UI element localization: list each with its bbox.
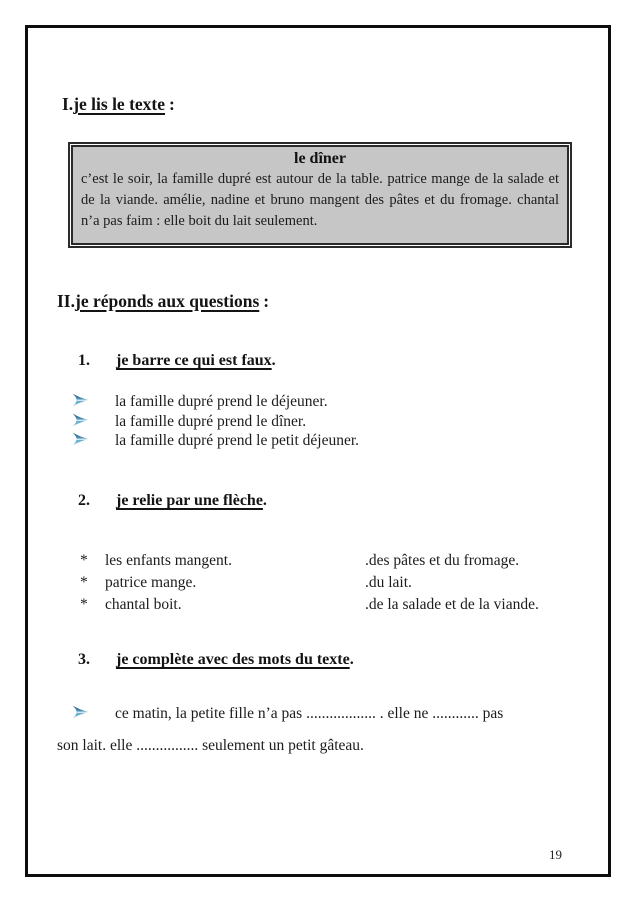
match-row [80, 550, 539, 572]
question-1-period: . [271, 352, 276, 369]
worksheet-page [25, 25, 611, 877]
question-3-label: je complète avec des mots du texte [116, 651, 350, 668]
section-read-colon: : [169, 94, 175, 114]
question-2-title [78, 492, 267, 510]
question-1-label: je barre ce qui est faux [116, 352, 272, 369]
question-2-period: . [262, 492, 267, 509]
arrow-bullet-icon [72, 413, 90, 427]
question-3-number: 3. [78, 651, 90, 668]
question-2-number: 2. [78, 492, 90, 509]
fill-line-text: son lait. elle ................ seulement un petit gâteau. [57, 737, 364, 754]
arrow-bullet-icon [72, 432, 90, 446]
question-2-label: je relie par une flèche [116, 492, 263, 509]
arrow-bullet-icon [72, 393, 90, 407]
section-questions-colon: : [263, 291, 270, 311]
list-item-text: la famille dupré prend le dîner. [115, 412, 307, 430]
list-item [72, 392, 359, 412]
arrow-bullet-icon [72, 705, 90, 719]
section-questions-title: je réponds aux questions [75, 291, 260, 311]
list-item [72, 431, 359, 451]
match-left-text: patrice mange. [105, 574, 197, 591]
fill-line-text: ce matin, la petite fille n’a pas .................. . elle ne ............ pas [115, 705, 504, 722]
reading-box [68, 142, 572, 248]
section-questions-heading [57, 291, 269, 312]
section-read-numeral: I. [62, 94, 74, 114]
question-2-matching [80, 550, 539, 616]
question-1-number: 1. [78, 352, 90, 369]
question-3-title [78, 651, 354, 669]
match-right-text: .de la salade et de la viande. [365, 596, 539, 613]
reading-box-title: le dîner [294, 150, 346, 167]
fill-line [57, 704, 597, 724]
match-right-text: .du lait. [365, 574, 412, 591]
page-number: 19 [549, 847, 562, 862]
star-bullet: * [80, 596, 88, 613]
section-read-title: je lis le texte [73, 94, 166, 114]
question-1-items [72, 392, 359, 451]
match-left-text: les enfants mangent. [105, 552, 232, 569]
reading-box-body: c’est le soir, la famille dupré est autour de la table. patrice mange de la salade et de la viande. amélie, nadine et bruno mangent des pâtes et du fromage. chantal n’a pas faim : elle boit du lait seulement. [81, 171, 559, 229]
section-read-heading [62, 94, 175, 115]
star-bullet: * [80, 552, 88, 569]
question-3-period: . [349, 651, 354, 668]
list-item [72, 412, 359, 432]
match-right-text: .des pâtes et du fromage. [365, 552, 520, 569]
match-row [80, 594, 539, 616]
question-1-title [78, 352, 276, 370]
match-row [80, 572, 539, 594]
star-bullet: * [80, 574, 88, 591]
section-questions-numeral: II. [57, 291, 75, 311]
question-3-fill-text [57, 704, 597, 756]
match-left-text: chantal boit. [105, 596, 182, 613]
list-item-text: la famille dupré prend le déjeuner. [115, 393, 328, 410]
list-item-text: la famille dupré prend le petit déjeuner. [115, 432, 360, 449]
